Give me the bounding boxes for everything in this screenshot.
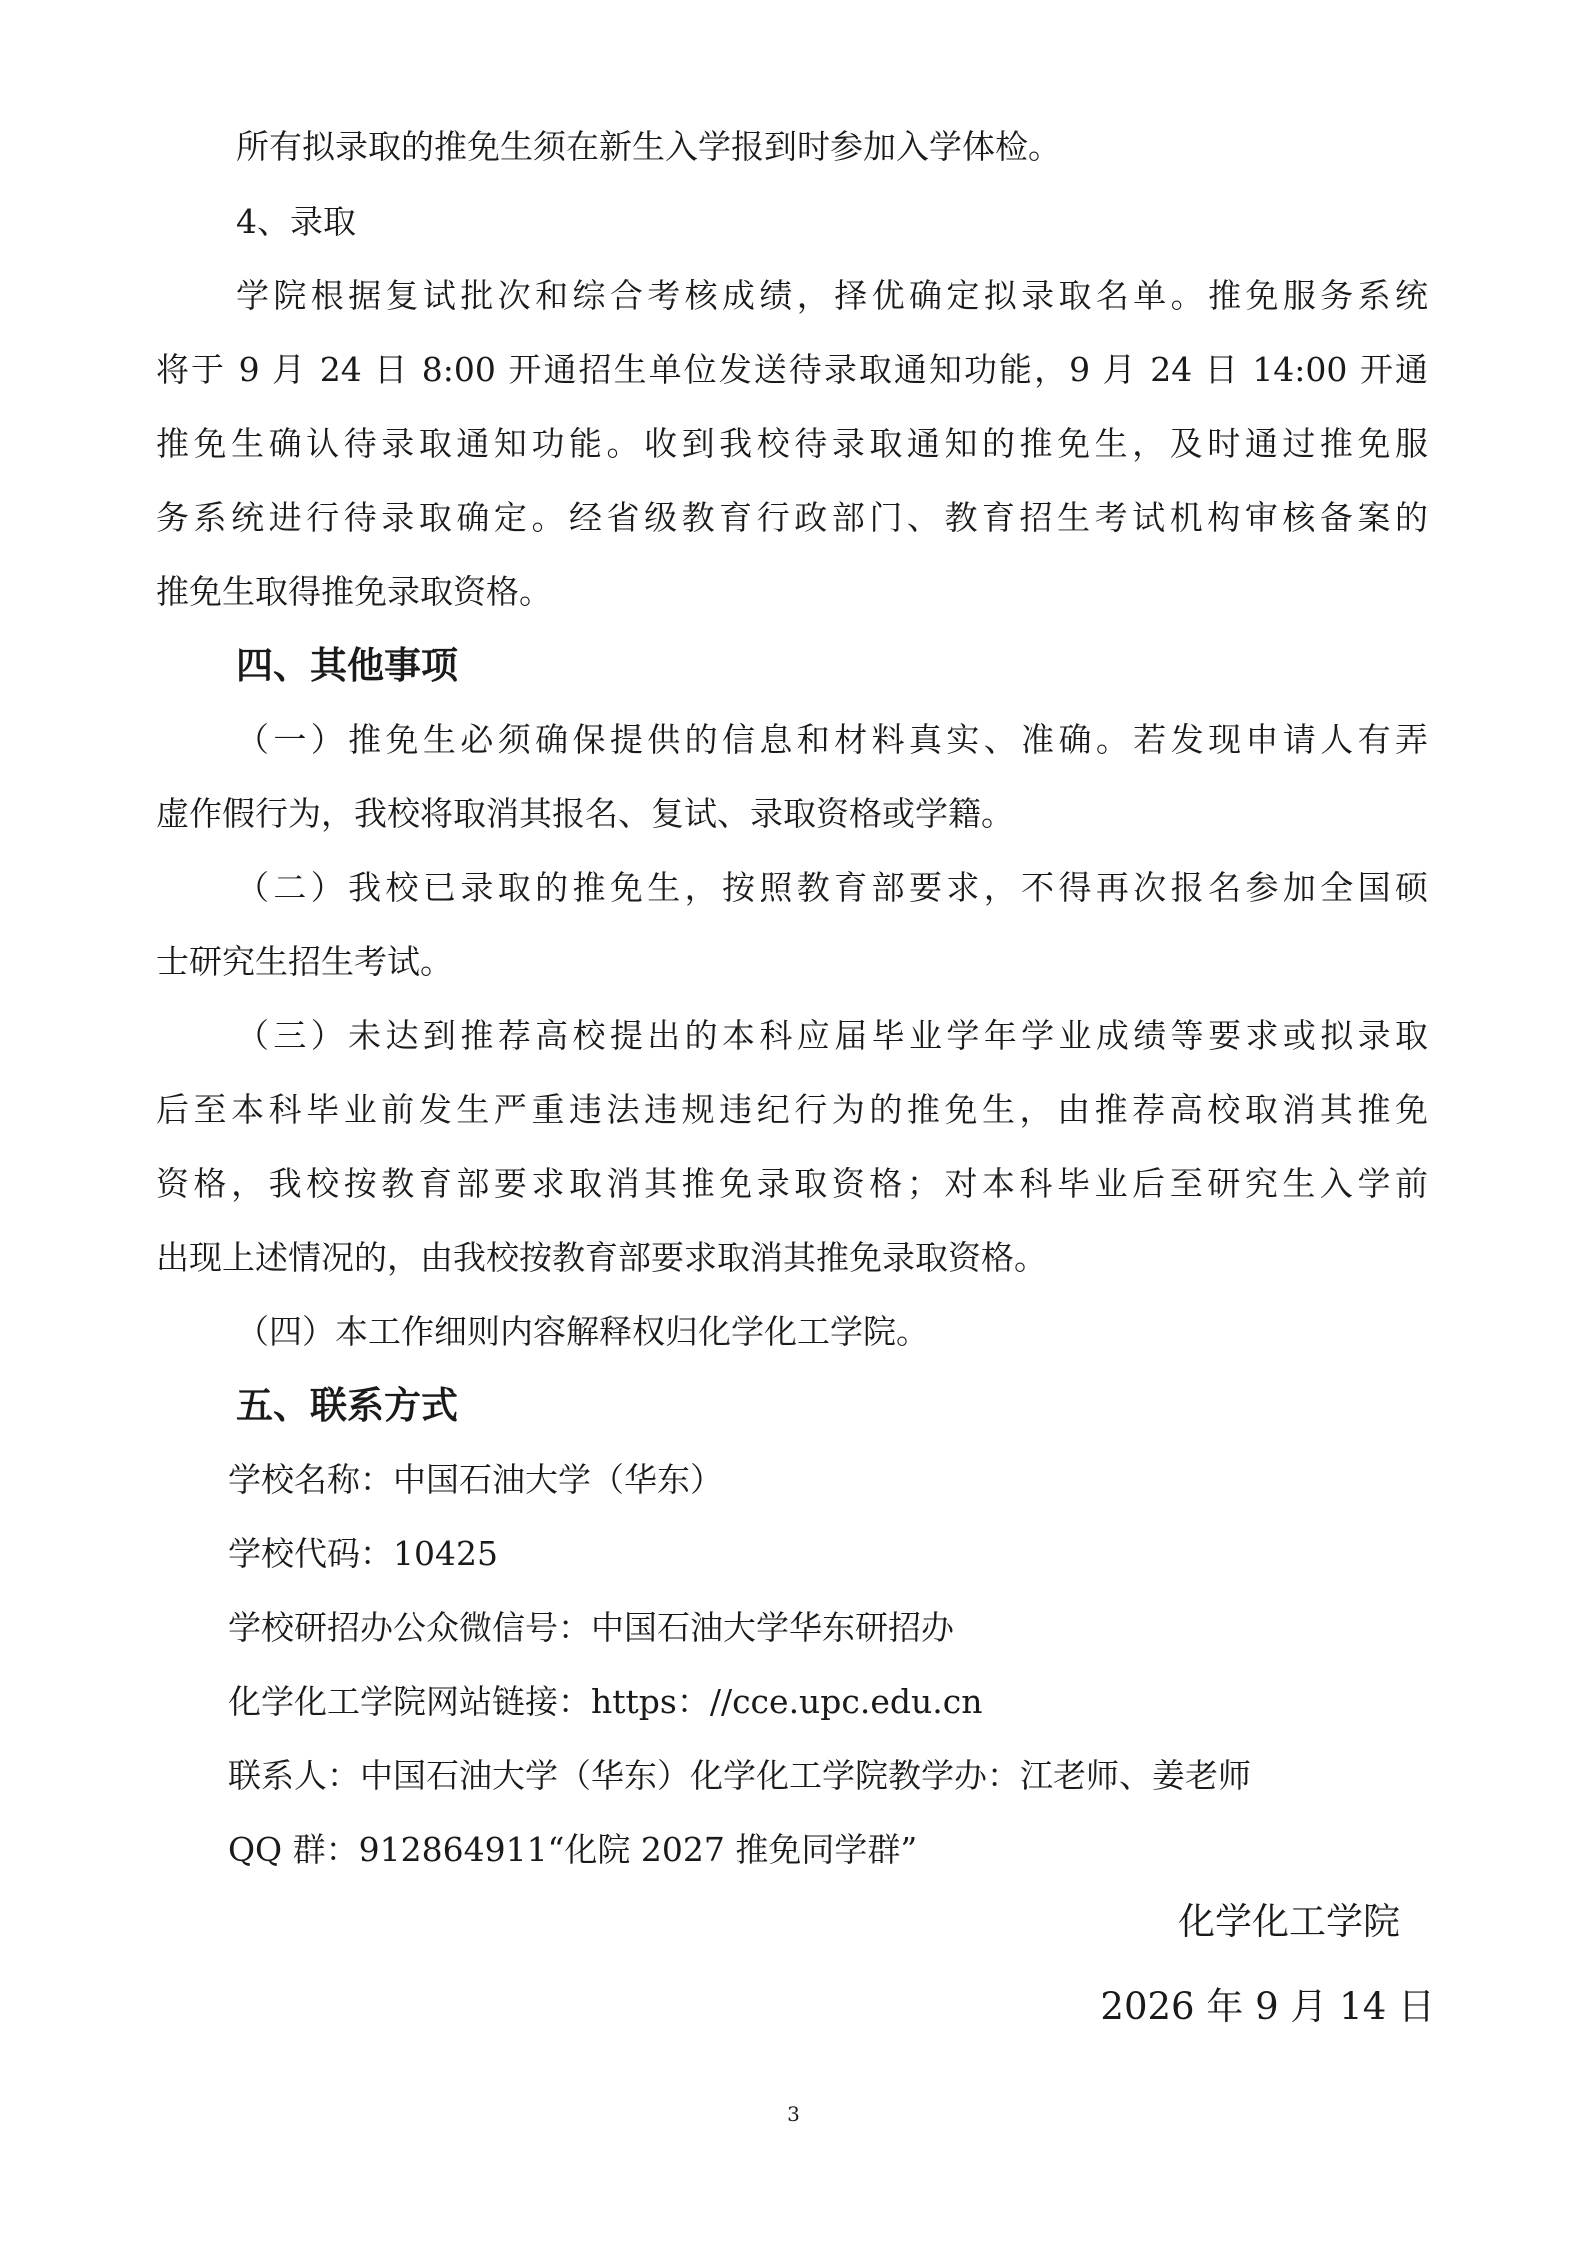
contact-wechat: 学校研招办公众微信号：中国石油大学华东研招办 [228,1608,954,1647]
section4-p1-line-2: 虚作假行为，我校将取消其报名、复试、录取资格或学籍。 [156,794,1014,833]
section4-p3-line-3: 资格，我校按教育部要求取消其推免录取资格；对本科毕业后至研究生入学前 [156,1164,1428,1203]
section4-p3-line-1: （三）未达到推荐高校提出的本科应届毕业学年学业成绩等要求或拟录取 [236,1016,1428,1055]
section4-p2-line-2: 士研究生招生考试。 [156,942,453,981]
contact-qq-group: QQ 群：912864911“化院 2027 推免同学群” [228,1830,918,1869]
section4-p3-line-4: 出现上述情况的，由我校按教育部要求取消其推免录取资格。 [156,1238,1047,1277]
admission-line-5: 推免生取得推免录取资格。 [156,572,552,611]
admission-line-4: 务系统进行待录取确定。经省级教育行政部门、教育招生考试机构审核备案的 [156,498,1428,537]
signature-date: 2026 年 9 月 14 日 [1100,1985,1435,2028]
admission-line-2: 将于 9 月 24 日 8:00 开通招生单位发送待录取通知功能，9 月 24 日 14:00 开通 [156,350,1428,389]
section4-p4-line-1: （四）本工作细则内容解释权归化学化工学院。 [236,1312,929,1351]
section5-heading: 五、联系方式 [236,1384,458,1427]
section4-heading: 四、其他事项 [236,644,458,687]
admission-line-1: 学院根据复试批次和综合考核成绩，择优确定拟录取名单。推免服务系统 [236,276,1428,315]
item4-title: 4、录取 [236,202,356,241]
contact-person: 联系人：中国石油大学（华东）化学化工学院教学办：江老师、姜老师 [228,1756,1251,1795]
section4-p3-line-2: 后至本科毕业前发生严重违法违规违纪行为的推免生，由推荐高校取消其推免 [156,1090,1428,1129]
admission-line-3: 推免生确认待录取通知功能。收到我校待录取通知的推免生，及时通过推免服 [156,424,1428,463]
physical-exam-line: 所有拟录取的推免生须在新生入学报到时参加入学体检。 [236,127,1061,166]
page-number: 3 [787,2102,800,2126]
contact-school-name: 学校名称：中国石油大学（华东） [228,1460,723,1499]
contact-website: 化学化工学院网站链接：https：//cce.upc.edu.cn [228,1682,983,1721]
contact-school-code: 学校代码：10425 [228,1534,498,1573]
section4-p1-line-1: （一）推免生必须确保提供的信息和材料真实、准确。若发现申请人有弄 [236,720,1428,759]
signature-org: 化学化工学院 [1178,1900,1400,1943]
section4-p2-line-1: （二）我校已录取的推免生，按照教育部要求，不得再次报名参加全国硕 [236,868,1428,907]
